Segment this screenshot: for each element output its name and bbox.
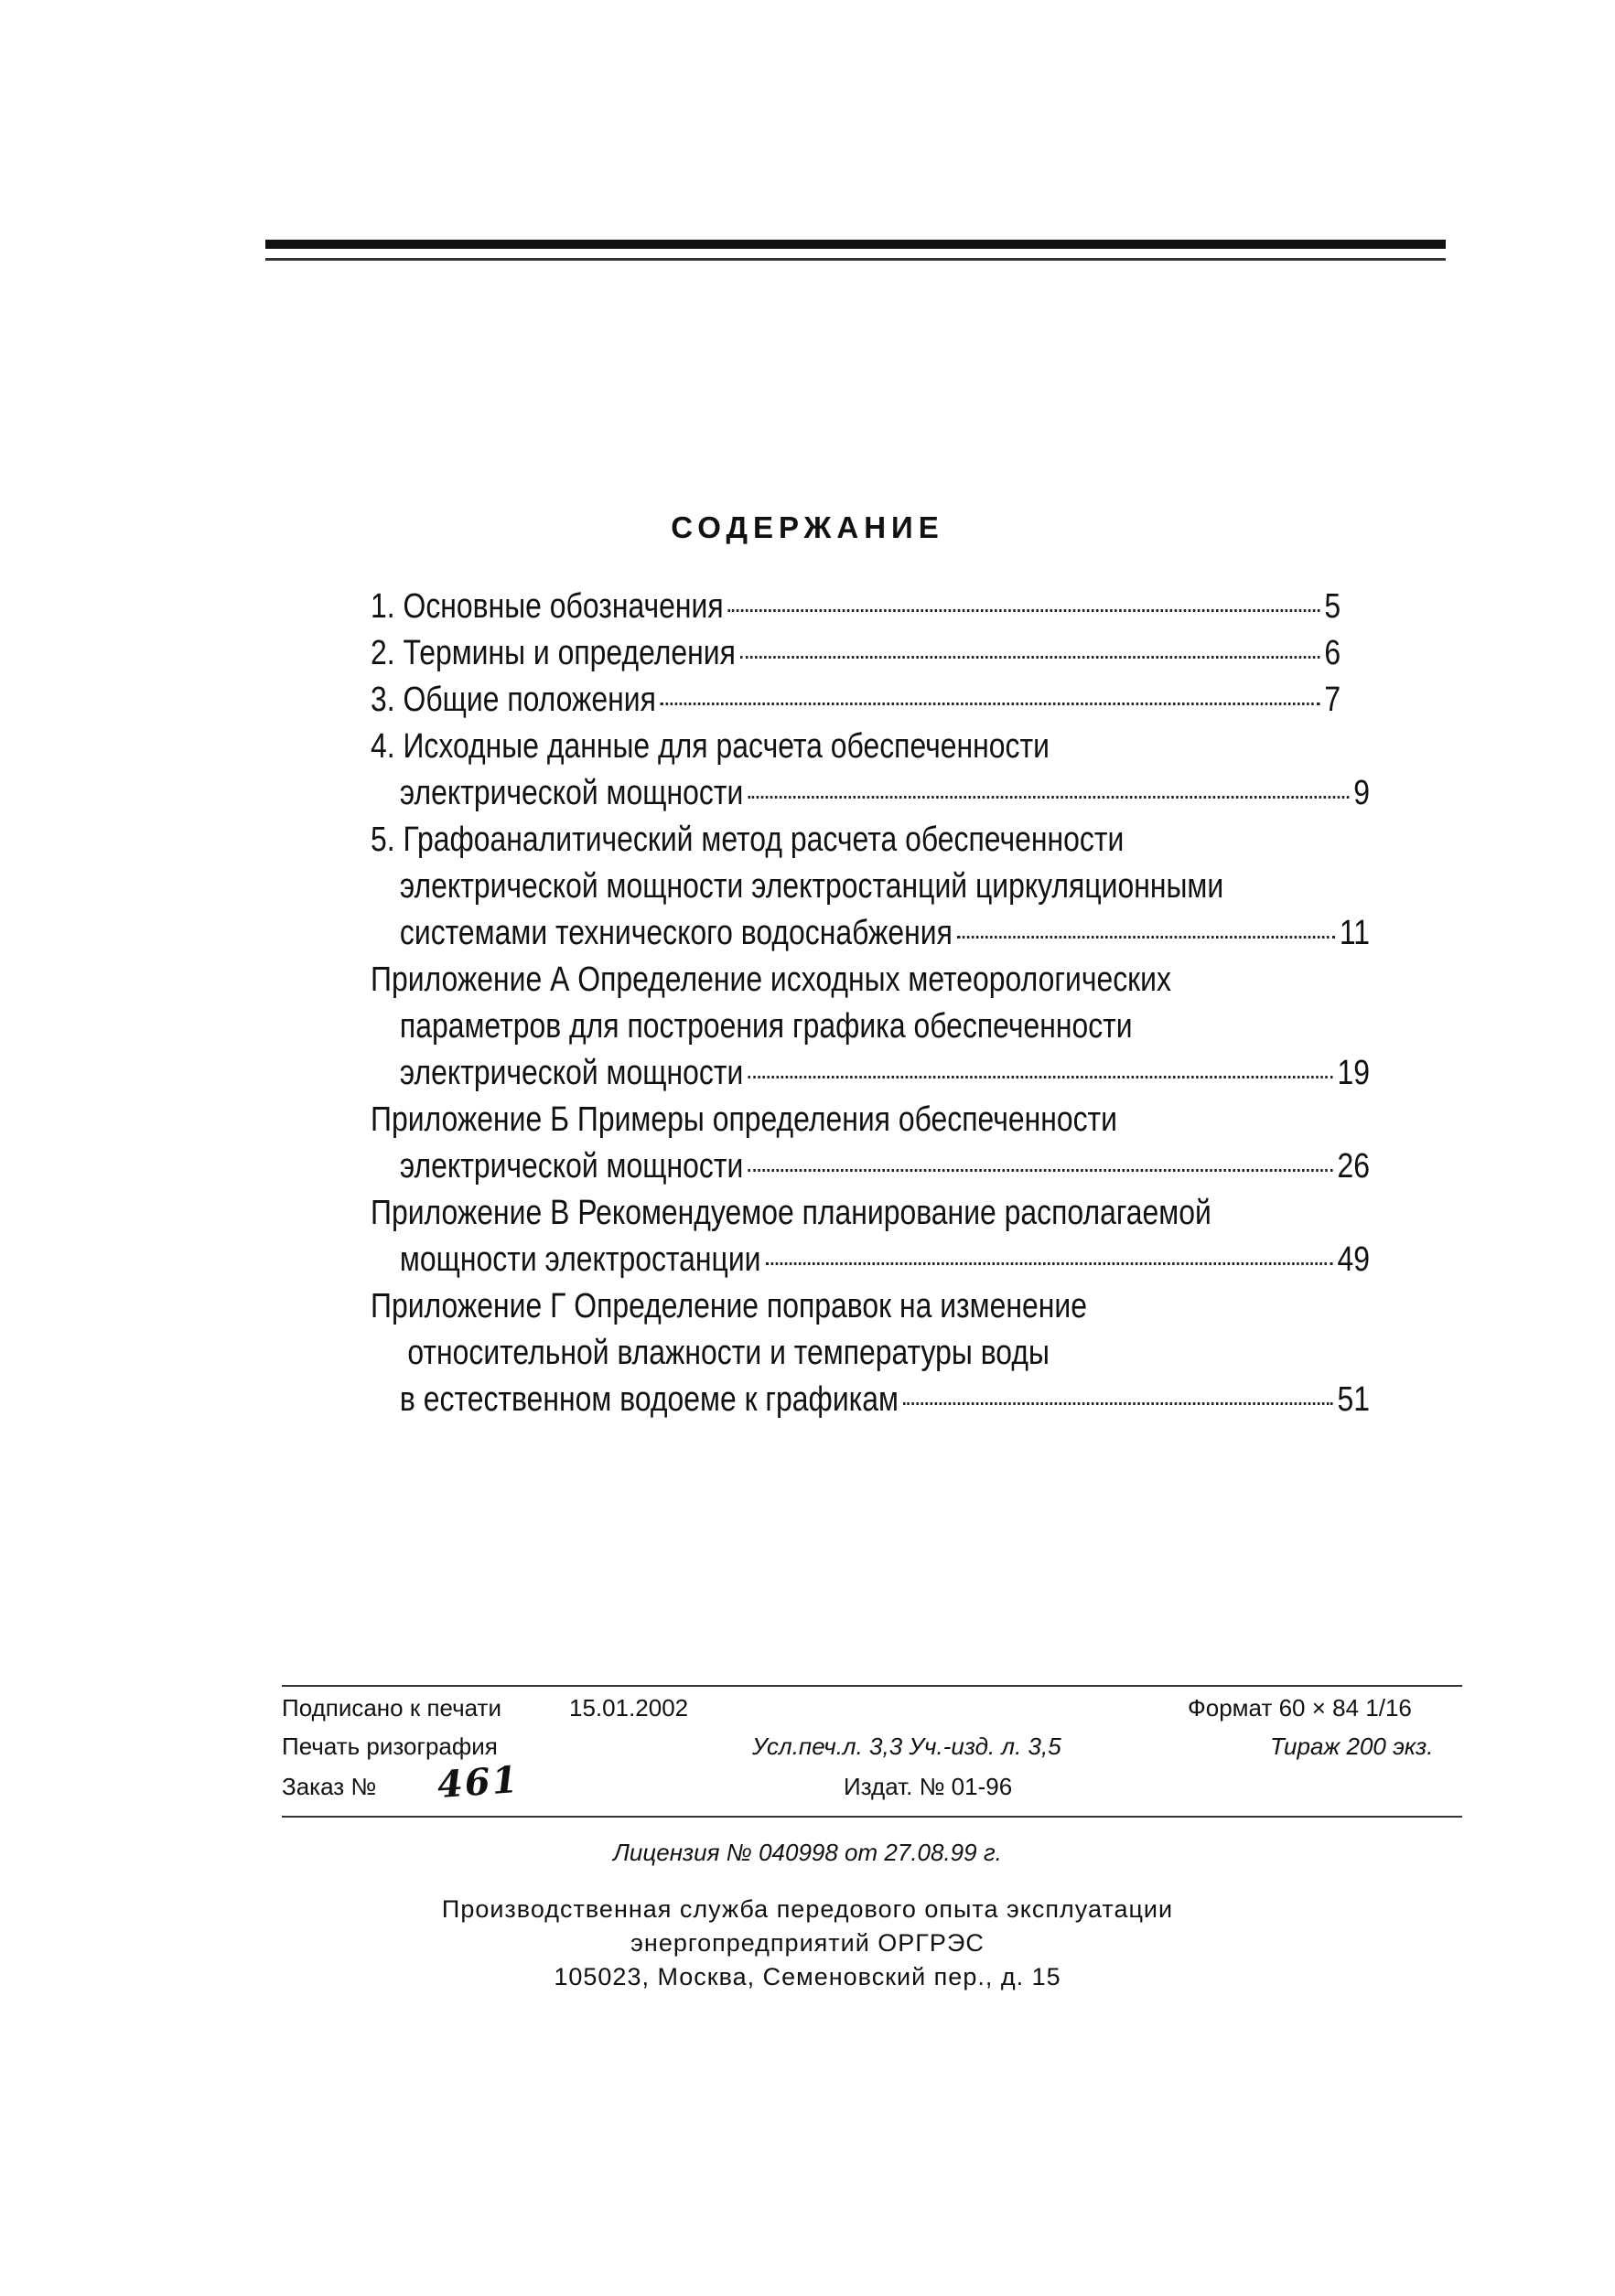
toc-leader-dots [903, 1402, 1332, 1405]
format: Формат 60 × 84 1/16 [1188, 1694, 1412, 1722]
publisher-number: Издат. № 01-96 [844, 1773, 1013, 1800]
publisher-line-1: Производственная служба передового опыта эксплуатации [441, 1895, 1174, 1923]
toc-entry-continuation [371, 1237, 1370, 1283]
toc-entry-continuation [371, 1003, 1370, 1050]
toc-page-number: 6 [1324, 634, 1341, 672]
toc-leader-dots [661, 703, 1319, 705]
toc-entry-text: Приложение А Определение исходных метеорологических [371, 960, 1171, 999]
top-rule-thick [265, 240, 1446, 249]
license: Лицензия № 040998 от 27.08.99 г. [613, 1839, 1002, 1866]
toc-entry-text: Приложение В Рекомендуемое планирование располагаемой [371, 1194, 1211, 1232]
table-of-contents [371, 584, 1370, 1423]
toc-page-number: 26 [1337, 1147, 1370, 1186]
toc-leader-dots [748, 1076, 1332, 1078]
toc-entry [371, 817, 1340, 864]
toc-leader-dots [728, 609, 1320, 612]
toc-entry [371, 1283, 1340, 1330]
toc-entry-text: Приложение Б Примеры определения обеспеченности [371, 1100, 1118, 1139]
toc-page-number: 9 [1353, 774, 1370, 812]
toc-page-number: 49 [1337, 1240, 1370, 1279]
toc-page-number: 11 [1339, 914, 1370, 952]
toc-entry-text: 5. Графоаналитический метод расчета обеспеченности [371, 821, 1125, 859]
imprint-rule-top [282, 1685, 1462, 1687]
toc-leader-dots [740, 656, 1319, 659]
toc-entry-continuation [371, 864, 1370, 910]
toc-entry-text: в естественном водоеме к графикам [399, 1380, 899, 1419]
toc-entry-text: 4. Исходные данные для расчета обеспеченности [371, 727, 1050, 766]
toc-entry-text: параметров для построения графика обеспеченности [399, 1007, 1133, 1046]
signed-label: Подписано к печати [282, 1694, 501, 1722]
toc-entry-continuation [371, 1050, 1370, 1097]
imprint-rule-bottom [282, 1816, 1462, 1818]
toc-entry-text: 2. Термины и определения [371, 634, 736, 672]
toc-entry [371, 724, 1340, 770]
toc-entry-text: электрической мощности [399, 1054, 744, 1092]
order-label: Заказ № [282, 1773, 377, 1800]
toc-entry [371, 1097, 1340, 1143]
toc-leader-dots [766, 1262, 1333, 1265]
toc-entry-text: электрической мощности [399, 1147, 744, 1186]
toc-page-number: 19 [1337, 1054, 1370, 1092]
toc-entry-continuation [371, 1377, 1370, 1423]
toc-entry [371, 677, 1340, 724]
toc-page-number: 5 [1324, 587, 1341, 626]
toc-page-number: 7 [1324, 681, 1341, 719]
toc-entry [371, 630, 1340, 677]
toc-leader-dots [748, 796, 1349, 799]
sheets: Усл.печ.л. 3,3 Уч.-изд. л. 3,5 [752, 1733, 1061, 1760]
toc-entry-continuation [371, 770, 1370, 817]
toc-entry-continuation [371, 910, 1370, 957]
toc-title: СОДЕРЖАНИЕ [671, 510, 944, 544]
publisher-line-2: энергопредприятий ОРГРЭС [630, 1929, 985, 1957]
toc-entry-text: электрической мощности [399, 774, 744, 812]
toc-entry-text: 1. Основные обозначения [371, 587, 724, 626]
toc-entry-text: системами технического водоснабжения [399, 914, 953, 952]
toc-entry-continuation [371, 1143, 1370, 1190]
toc-entry-text: мощности электростанции [399, 1240, 761, 1279]
toc-page-number: 51 [1337, 1380, 1370, 1419]
toc-entry-text: 3. Общие положения [371, 681, 656, 719]
toc-entry-text: электрической мощности электростанций циркуляционными [399, 867, 1224, 906]
toc-leader-dots [957, 936, 1335, 939]
order-number-handwritten: 461 [436, 1757, 522, 1808]
toc-entry-text: относительной влажности и температуры воды [407, 1334, 1050, 1372]
toc-entry-text: Приложение Г Определение поправок на изменение [371, 1287, 1087, 1325]
toc-entry [371, 584, 1340, 630]
toc-entry [371, 1190, 1340, 1237]
signed-date: 15.01.2002 [569, 1694, 689, 1722]
publisher-address: 105023, Москва, Семеновский пер., д. 15 [554, 1963, 1061, 1990]
print-type: Печать ризография [282, 1733, 498, 1760]
toc-entry [371, 957, 1340, 1003]
run: Тираж 200 экз. [1270, 1733, 1434, 1760]
top-rule-thin [265, 258, 1446, 261]
toc-leader-dots [748, 1169, 1332, 1172]
toc-entry-continuation [371, 1330, 1377, 1377]
